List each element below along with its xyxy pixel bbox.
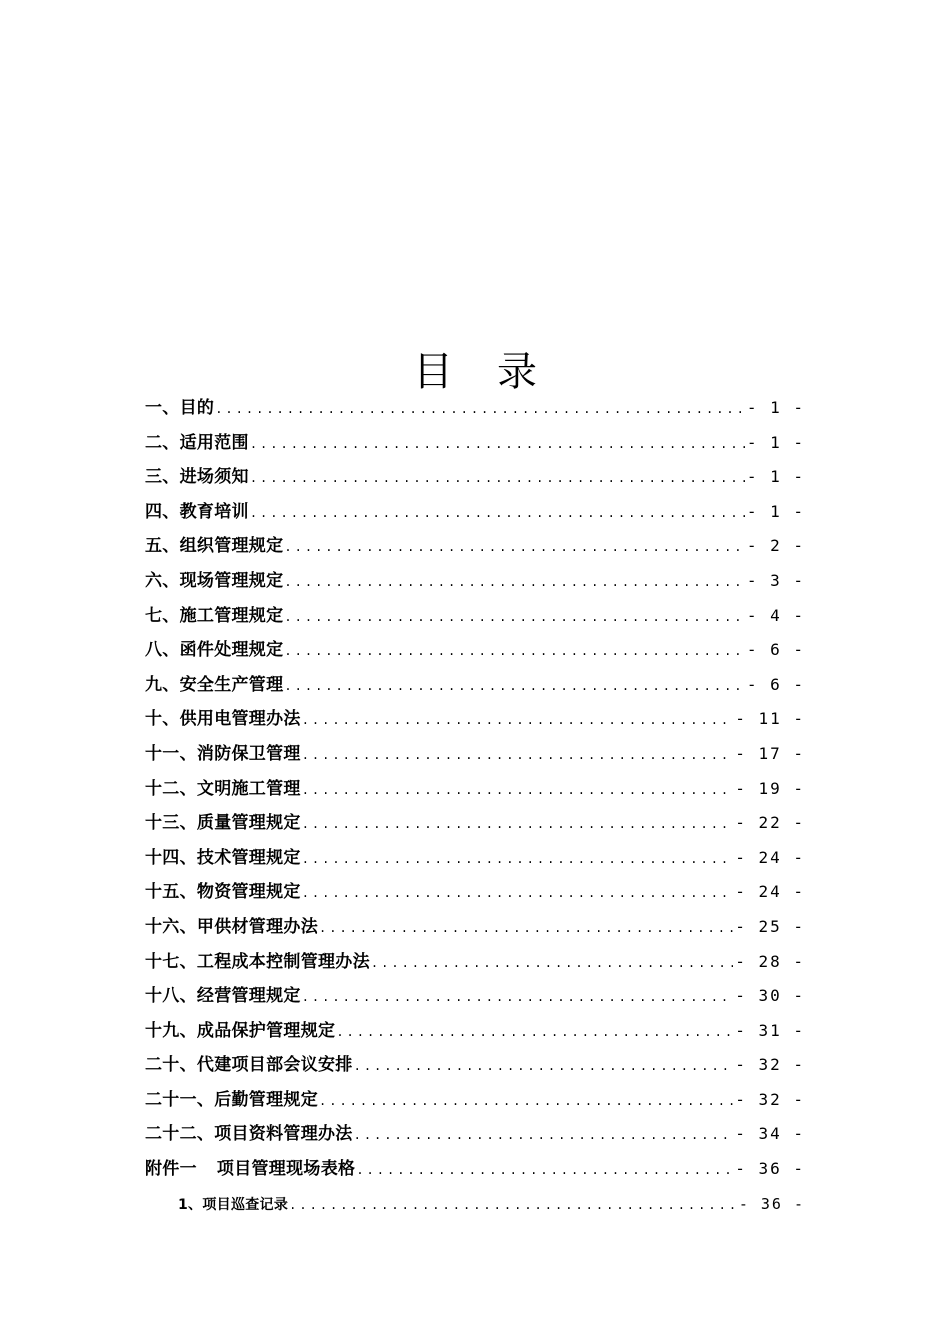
toc-entry-page: - 1 - xyxy=(746,398,805,417)
toc-entry[interactable] xyxy=(145,495,805,530)
toc-entry-page: - 32 - xyxy=(735,1055,805,1075)
toc-entry-page: - 36 - xyxy=(738,1194,805,1213)
toc-entry-page: - 24 - xyxy=(735,847,805,867)
toc-entry-label: 十、供用电管理办法 xyxy=(145,709,301,730)
dot-leader xyxy=(354,1049,734,1084)
toc-sub-entry[interactable] xyxy=(145,1187,805,1222)
dot-leader xyxy=(284,600,744,635)
dot-leader xyxy=(302,703,734,738)
toc-entry-page: - 2 - xyxy=(746,536,805,556)
toc-entry-label xyxy=(145,1152,355,1187)
toc-entry-label: 十五、物资管理规定 xyxy=(145,882,301,903)
toc-entry[interactable] xyxy=(145,702,805,737)
dot-leader xyxy=(302,842,734,877)
toc-entry-page: - 30 - xyxy=(735,986,805,1006)
dot-leader xyxy=(371,946,733,981)
toc-entry-page: - 1 - xyxy=(746,432,805,452)
toc-list xyxy=(145,391,805,1221)
toc-entry-page: - 22 - xyxy=(735,813,805,833)
appendix-prefix: 附件一 xyxy=(145,1159,197,1180)
dot-leader xyxy=(336,1015,733,1050)
dot-leader xyxy=(356,1153,733,1188)
toc-entry-page: - 11 - xyxy=(735,709,805,729)
toc-entry[interactable] xyxy=(145,737,805,772)
toc-entry-page: - 17 - xyxy=(735,743,805,763)
toc-entry-page: - 4 - xyxy=(746,605,805,625)
dot-leader xyxy=(302,980,734,1015)
toc-entry-page: - 6 - xyxy=(746,674,805,694)
dot-leader xyxy=(284,565,744,600)
dot-leader xyxy=(215,392,745,427)
dot-leader xyxy=(319,911,733,946)
toc-entry[interactable] xyxy=(145,1048,805,1083)
toc-entry-page: - 25 - xyxy=(735,916,805,936)
toc-entry-label: 七、施工管理规定 xyxy=(145,605,284,626)
toc-entry-page: - 1 - xyxy=(746,467,805,487)
toc-entry[interactable] xyxy=(145,979,805,1014)
toc-entry-label: 四、教育培训 xyxy=(145,501,249,522)
dot-leader xyxy=(302,807,734,842)
toc-title: 目录 xyxy=(413,349,581,395)
toc-entry-page: - 19 - xyxy=(735,778,805,798)
toc-entry[interactable] xyxy=(145,391,805,426)
toc-entry[interactable] xyxy=(145,633,805,668)
dot-leader xyxy=(302,738,734,773)
dot-leader xyxy=(250,496,745,531)
toc-entry-label: 十二、文明施工管理 xyxy=(145,778,301,799)
toc-entry[interactable] xyxy=(145,875,805,910)
toc-entry-page: - 24 - xyxy=(735,882,805,902)
toc-entry-label: 十一、消防保卫管理 xyxy=(145,743,301,764)
dot-leader xyxy=(302,773,734,808)
toc-entry[interactable] xyxy=(145,668,805,703)
toc-entry[interactable] xyxy=(145,945,805,980)
toc-entry-label: 九、安全生产管理 xyxy=(145,674,284,695)
toc-entry-page: - 1 - xyxy=(746,501,805,521)
dot-leader xyxy=(250,427,745,462)
appendix-label: 项目管理现场表格 xyxy=(216,1159,356,1180)
toc-entry-label: 十四、技术管理规定 xyxy=(145,847,301,868)
toc-entry-page: - 28 - xyxy=(735,951,805,971)
toc-entry[interactable] xyxy=(145,1014,805,1049)
dot-leader xyxy=(250,461,745,496)
toc-entry-label: 一、目的 xyxy=(145,398,215,418)
dot-leader xyxy=(354,1118,734,1153)
toc-entry[interactable] xyxy=(145,1117,805,1152)
toc-entry[interactable] xyxy=(145,1083,805,1118)
toc-entry-page: - 36 - xyxy=(735,1159,805,1179)
toc-entry-page: - 32 - xyxy=(735,1089,805,1109)
toc-entry-appendix[interactable] xyxy=(145,1152,805,1187)
toc-entry[interactable] xyxy=(145,529,805,564)
toc-entry[interactable] xyxy=(145,772,805,807)
toc-entry-page: - 34 - xyxy=(735,1124,805,1144)
dot-leader xyxy=(289,1188,737,1223)
toc-entry-label: 二十二、项目资料管理办法 xyxy=(145,1124,353,1145)
toc-entry[interactable] xyxy=(145,910,805,945)
toc-entry-page: - 31 - xyxy=(735,1020,805,1040)
toc-entry[interactable] xyxy=(145,460,805,495)
toc-entry[interactable] xyxy=(145,806,805,841)
toc-entry[interactable] xyxy=(145,426,805,461)
toc-entry-label: 十八、经营管理规定 xyxy=(145,986,301,1007)
toc-entry-page: - 3 - xyxy=(746,570,805,590)
dot-leader xyxy=(302,876,734,911)
dot-leader xyxy=(284,669,744,704)
toc-entry-label: 二、适用范围 xyxy=(145,432,249,453)
toc-entry-label: 十七、工程成本控制管理办法 xyxy=(145,951,370,972)
toc-entry[interactable] xyxy=(145,841,805,876)
toc-entry-page: - 6 - xyxy=(746,640,805,660)
dot-leader xyxy=(319,1084,733,1119)
toc-entry-label: 八、函件处理规定 xyxy=(145,640,284,661)
toc-entry[interactable] xyxy=(145,564,805,599)
toc-entry-label: 1、项目巡查记录 xyxy=(178,1196,289,1213)
toc-entry[interactable] xyxy=(145,599,805,634)
toc-entry-label: 五、组织管理规定 xyxy=(145,536,284,557)
dot-leader xyxy=(284,634,744,669)
toc-entry-label: 十三、质量管理规定 xyxy=(145,813,301,834)
toc-entry-label: 二十一、后勤管理规定 xyxy=(145,1089,318,1110)
toc-entry-label: 十九、成品保护管理规定 xyxy=(145,1020,336,1041)
toc-entry-label: 三、进场须知 xyxy=(145,467,249,488)
toc-entry-label: 十六、甲供材管理办法 xyxy=(145,916,318,937)
toc-entry-label: 六、现场管理规定 xyxy=(145,570,284,591)
dot-leader xyxy=(284,530,744,565)
toc-entry-label: 二十、代建项目部会议安排 xyxy=(145,1055,353,1076)
